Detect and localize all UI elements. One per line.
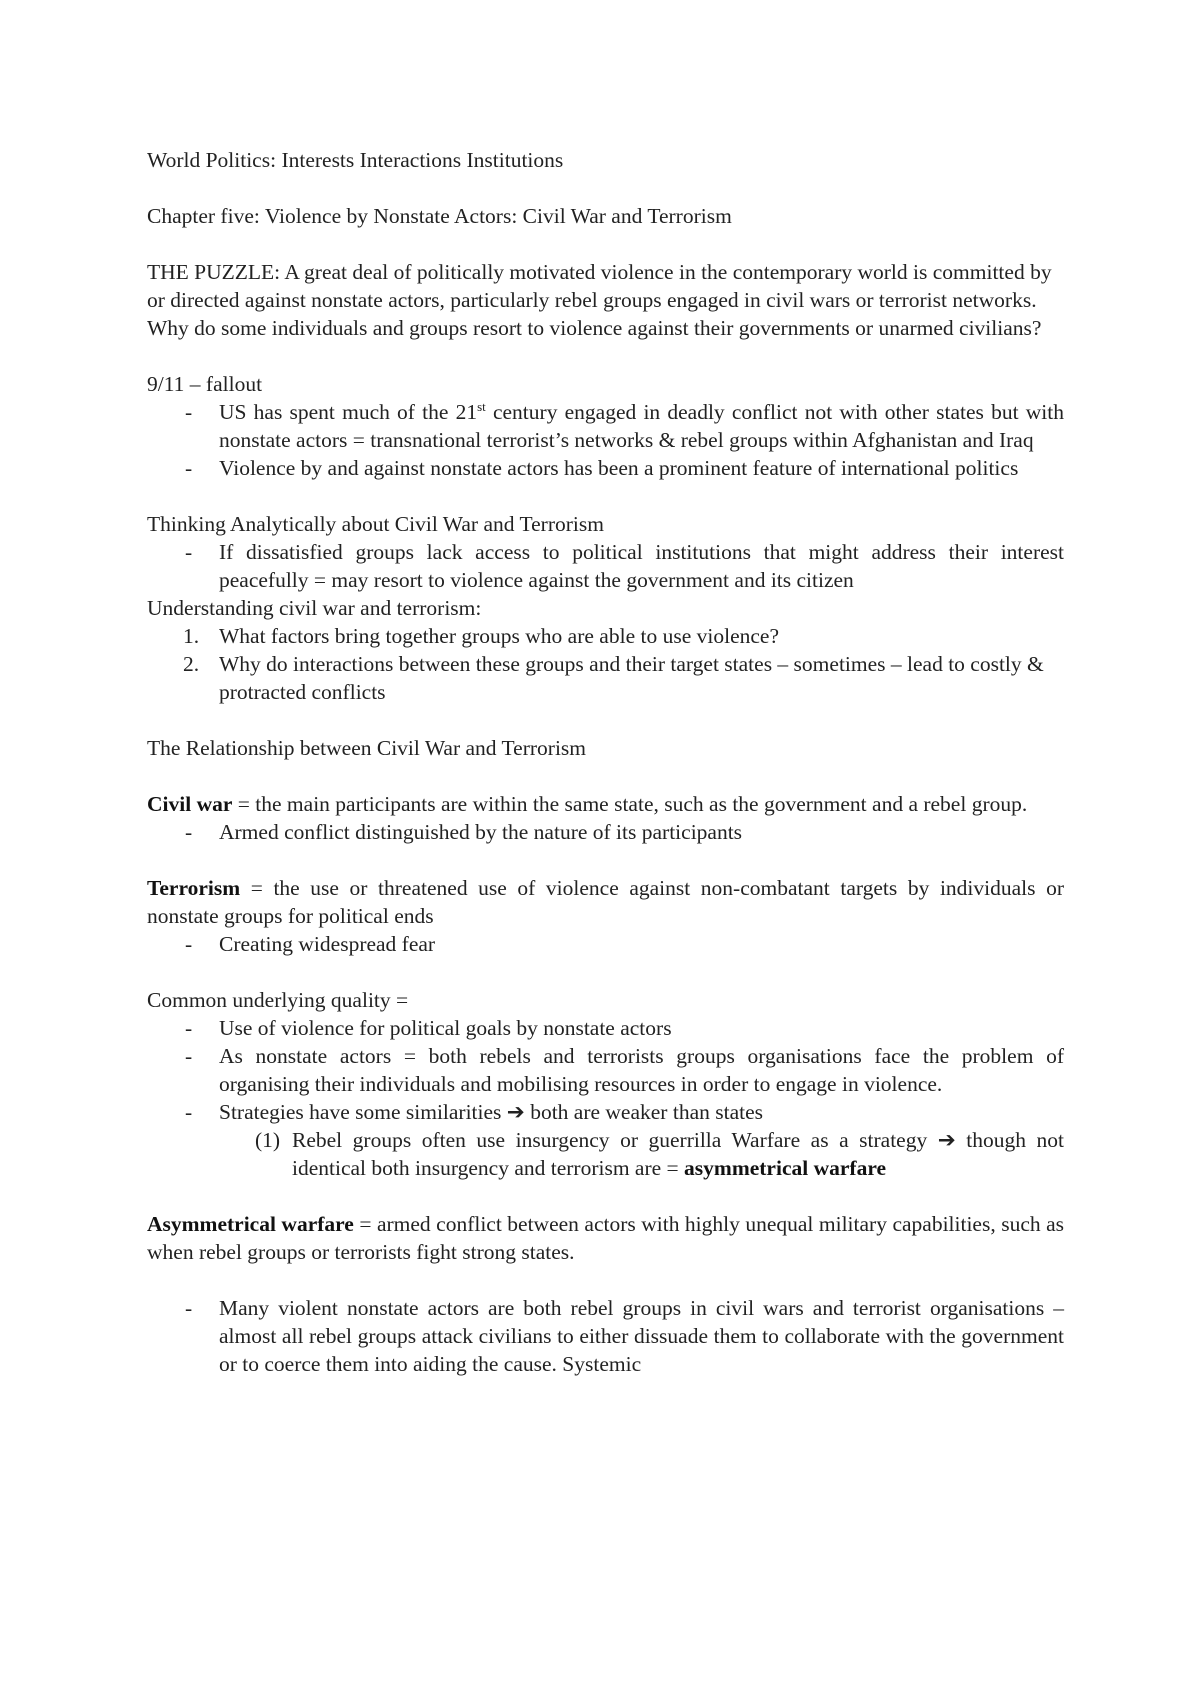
- book-title: World Politics: Interests Interactions Institutions: [147, 148, 564, 172]
- dash-marker: -: [185, 540, 193, 564]
- number-marker: 1.: [183, 624, 200, 648]
- dash-marker: -: [185, 1044, 193, 1068]
- dash-marker: -: [185, 1100, 193, 1124]
- arrow-icon: ➔: [937, 1128, 956, 1152]
- document-body: [147, 146, 1064, 1378]
- section-heading: Common underlying quality =: [147, 988, 409, 1012]
- list-item: - US has spent much of the 21st century engaged in deadly conflict not with other states but with nonstate actors = transnational terrorist’s networks & rebel groups within Afghanistan and Iraq: [185, 399, 1064, 452]
- understanding-label: Understanding civil war and terrorism:: [147, 596, 482, 620]
- numbered-item: 2. Why do interactions between these groups and their target states – sometimes – lead to costly & protracted conflicts: [183, 652, 1044, 704]
- term: Terrorism: [147, 876, 241, 900]
- list-item: - Armed conflict distinguished by the nature of its participants: [185, 820, 743, 844]
- dash-marker: -: [185, 1016, 193, 1040]
- civil-war-definition: Civil war = the main participants are within the same state, such as the government and a rebel group.: [147, 792, 1028, 816]
- dash-marker: -: [185, 456, 193, 480]
- dash-marker: -: [185, 400, 193, 424]
- list-item: - As nonstate actors = both rebels and terrorists groups organisations face the problem of organising their individuals and mobilising resources in order to engage in violence.: [185, 1044, 1064, 1096]
- terrorism-definition: Terrorism = the use or threatened use of violence against non-combatant targets by individuals or nonstate groups for political ends: [147, 876, 1064, 928]
- list-item: - Use of violence for political goals by nonstate actors: [185, 1016, 672, 1040]
- term: Civil war: [147, 792, 233, 816]
- list-item: - Many violent nonstate actors are both rebel groups in civil wars and terrorist organisations – almost all rebel groups attack civilians to either dissuade them to collaborate with the government or to coerce them into aiding the cause. Systemic: [185, 1296, 1064, 1376]
- list-item: - If dissatisfied groups lack access to political institutions that might address their interest peacefully = may resort to violence against the government and its citizen: [185, 540, 1064, 592]
- section-heading: The Relationship between Civil War and Terrorism: [147, 736, 587, 760]
- list-item: - Violence by and against nonstate actors has been a prominent feature of international politics: [185, 456, 1019, 480]
- term: Asymmetrical warfare: [147, 1212, 354, 1236]
- dash-marker: -: [185, 820, 193, 844]
- sub-list-item: (1) Rebel groups often use insurgency or guerrilla Warfare as a strategy ➔ though not identical both insurgency and terrorism are = asymmetrical warfare: [255, 1128, 1064, 1180]
- chapter-title: Chapter five: Violence by Nonstate Actors: Civil War and Terrorism: [147, 204, 732, 228]
- paren-marker: (1): [255, 1128, 281, 1152]
- list-item: - Strategies have some similarities ➔ both are weaker than states: [185, 1100, 764, 1124]
- section-heading: Thinking Analytically about Civil War and Terrorism: [147, 512, 604, 536]
- fallout-heading: 9/11 – fallout: [147, 372, 263, 396]
- number-marker: 2.: [183, 652, 200, 676]
- numbered-item: 1. What factors bring together groups who are able to use violence?: [183, 624, 779, 648]
- arrow-icon: ➔: [506, 1100, 525, 1124]
- dash-marker: -: [185, 1296, 193, 1320]
- puzzle-paragraph: THE PUZZLE: A great deal of politically motivated violence in the contemporary world is committed by or directed against nonstate actors, particularly rebel groups engaged in civil wars or terrorist networks. Why do some individuals and groups resort to violence against their governments or unarmed civilians?: [147, 260, 1052, 340]
- asymmetrical-warfare-definition: Asymmetrical warfare = armed conflict between actors with highly unequal military capabilities, such as when rebel groups or terrorists fight strong states.: [147, 1212, 1064, 1264]
- list-item: - Creating widespread fear: [185, 932, 436, 956]
- dash-marker: -: [185, 932, 193, 956]
